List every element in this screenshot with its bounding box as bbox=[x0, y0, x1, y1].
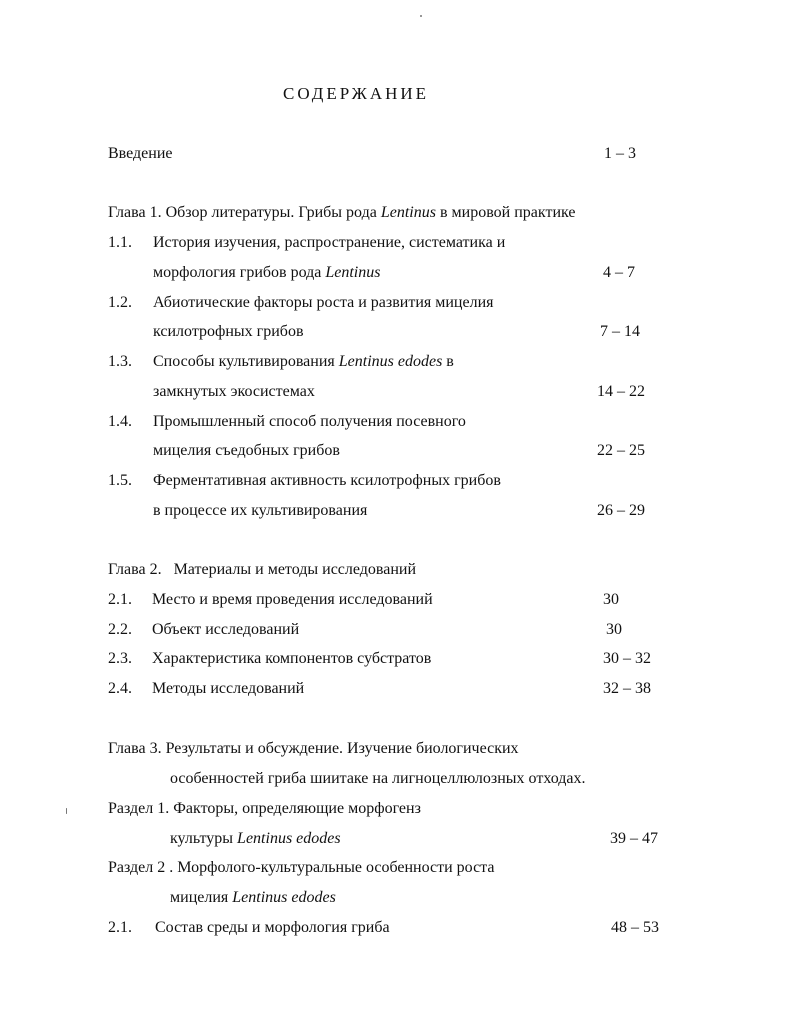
toc-item-num: 1.2. bbox=[108, 294, 132, 311]
toc-item-num: 1.5. bbox=[108, 472, 132, 489]
toc-item-pages: 22 – 25 bbox=[597, 442, 645, 459]
toc-item-pages: 14 – 22 bbox=[597, 383, 645, 400]
chapter1-heading-italic: Lentinus bbox=[380, 204, 436, 221]
toc-item-line1: Промышленный способ получения посевного bbox=[153, 413, 466, 430]
toc-item-line2: ксилотрофных грибов bbox=[153, 323, 304, 340]
toc-item-line1: Ферментативная активность ксилотрофных грибов bbox=[153, 472, 501, 489]
toc-item-label: Объект исследований bbox=[152, 621, 300, 638]
intro-pages: 1 – 3 bbox=[604, 145, 636, 162]
toc-item-line1 bbox=[153, 352, 454, 372]
section1-line1: Раздел 1. Факторы, определяющие морфогенз bbox=[108, 800, 421, 817]
toc-item-pages: 32 – 38 bbox=[603, 680, 651, 697]
toc-item-label: Методы исследований bbox=[152, 680, 305, 697]
toc-item-num: 1.3. bbox=[108, 353, 132, 370]
scan-speck bbox=[66, 808, 67, 814]
toc-item-label: Характеристика компонентов субстратов bbox=[152, 650, 432, 667]
chapter3-heading-line2: особенностей гриба шиитаке на лигноцеллюлозных отходах. bbox=[170, 770, 586, 787]
toc-item-line2: в процессе их культивирования bbox=[153, 502, 368, 519]
toc-item-num: 2.4. bbox=[108, 680, 132, 697]
scan-speck bbox=[420, 15, 422, 17]
toc-item-line1: История изучения, распространение, систематика и bbox=[153, 234, 506, 251]
section2-line2-italic: Lentinus edodes bbox=[232, 889, 336, 906]
toc-item-pages: 4 – 7 bbox=[603, 264, 635, 281]
section1-line2-text: культуры bbox=[170, 830, 238, 847]
toc-item-line1-text-end: в bbox=[442, 353, 454, 370]
toc-item-line1: Абиотические факторы роста и развития мицелия bbox=[153, 294, 494, 311]
section1-line2-italic: Lentinus edodes bbox=[237, 830, 341, 847]
chapter3-heading-line1: Глава 3. Результаты и обсуждение. Изучение биологических bbox=[108, 740, 519, 757]
toc-item-num: 1.4. bbox=[108, 413, 132, 430]
toc-item-pages: 30 bbox=[606, 621, 622, 638]
section1-line2 bbox=[170, 829, 341, 849]
chapter2-heading: Глава 2. Материалы и методы исследований bbox=[108, 561, 417, 578]
toc-item-line1-italic: Lentinus edodes bbox=[338, 353, 443, 370]
toc-item-label: Место и время проведения исследований bbox=[152, 591, 433, 608]
chapter1-heading-text-end: в мировой практике bbox=[435, 204, 576, 221]
page-title: СОДЕРЖАНИЕ bbox=[283, 84, 430, 103]
toc-item-line2 bbox=[153, 263, 380, 283]
toc-item-num: 1.1. bbox=[108, 234, 132, 251]
toc-item-num: 2.3. bbox=[108, 650, 132, 667]
toc-item-num: 2.2. bbox=[108, 621, 132, 638]
toc-item-pages: 26 – 29 bbox=[597, 502, 645, 519]
toc-item-pages: 30 – 32 bbox=[603, 650, 651, 667]
toc-item-pages: 48 – 53 bbox=[611, 919, 659, 936]
toc-item-line2: замкнутых экосистемах bbox=[153, 383, 315, 400]
section2-line2 bbox=[170, 888, 336, 908]
chapter1-heading-text: Глава 1. Обзор литературы. Грибы рода bbox=[108, 204, 381, 221]
section2-line2-text: мицелия bbox=[170, 889, 233, 906]
toc-item-pages: 7 – 14 bbox=[600, 323, 640, 340]
chapter1-heading bbox=[108, 203, 575, 223]
toc-item-line2-italic: Lentinus bbox=[325, 264, 381, 281]
toc-item-num: 2.1. bbox=[108, 591, 132, 608]
toc-item-line1-text: Способы культивирования bbox=[153, 353, 339, 370]
toc-item-pages: 30 bbox=[603, 591, 619, 608]
toc-item-line2-text: морфология грибов рода bbox=[153, 264, 326, 281]
section1-pages: 39 – 47 bbox=[610, 830, 658, 847]
toc-item-label: Состав среды и морфология гриба bbox=[155, 919, 390, 936]
intro-label: Введение bbox=[108, 145, 173, 162]
toc-item-line2: мицелия съедобных грибов bbox=[153, 442, 340, 459]
toc-item-num: 2.1. bbox=[108, 919, 132, 936]
section2-line1: Раздел 2 . Морфолого-культуральные особенности роста bbox=[108, 859, 495, 876]
